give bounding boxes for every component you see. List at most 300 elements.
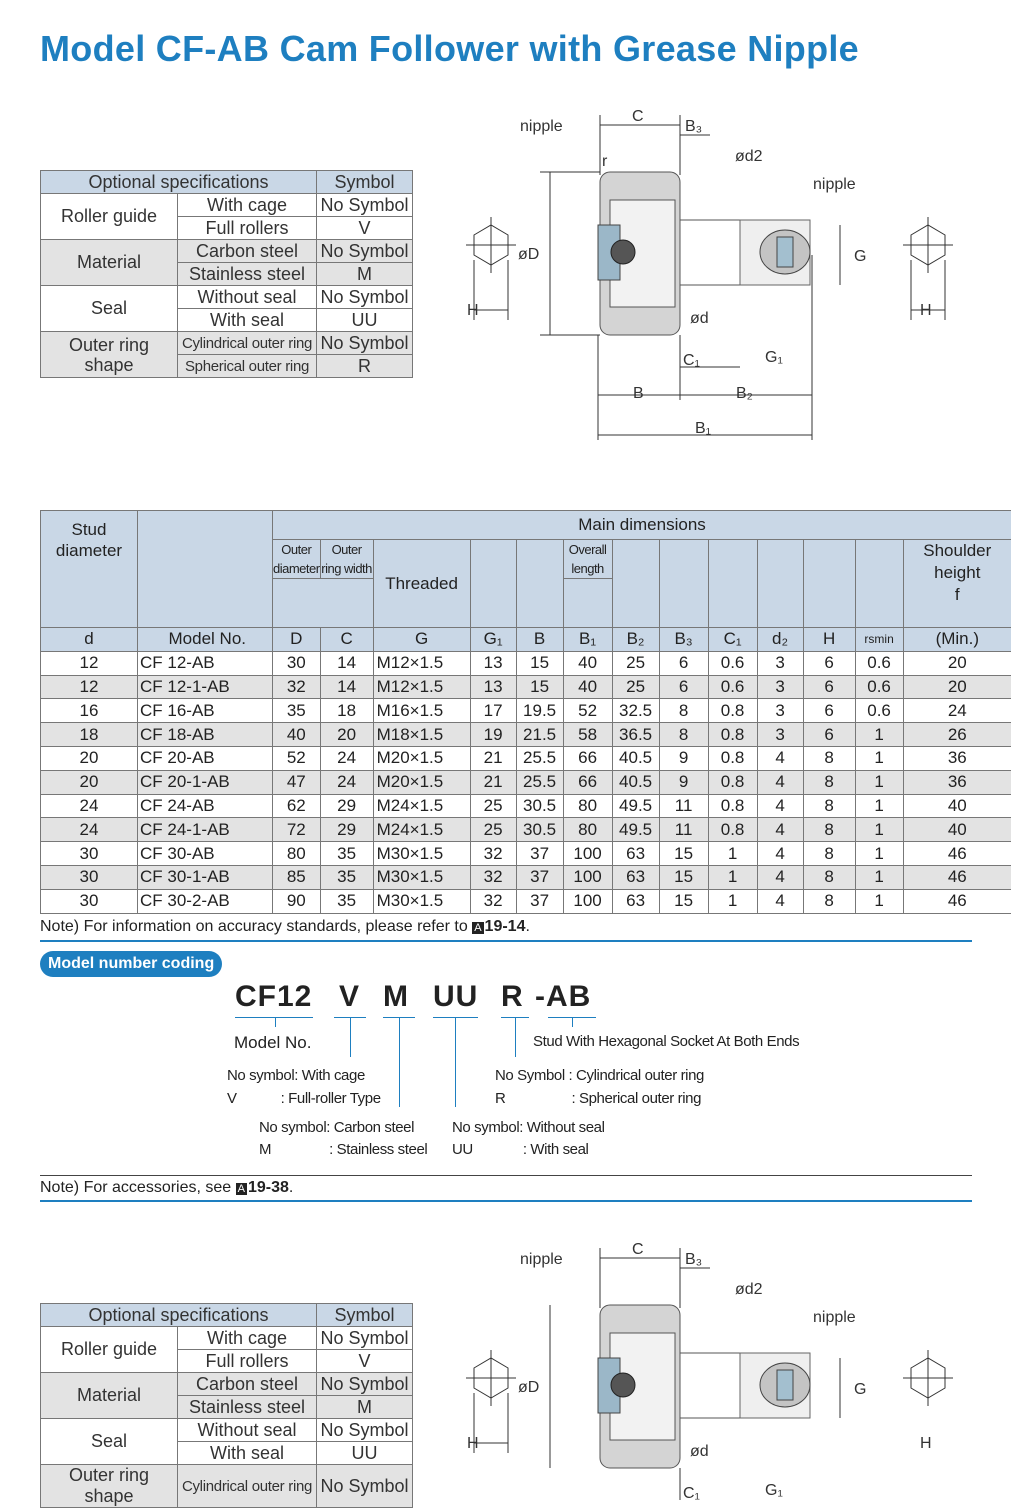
table-row	[41, 746, 1011, 770]
table-row	[41, 842, 1011, 866]
col-header: d₂	[757, 628, 803, 652]
opt-symbol: V	[317, 1350, 413, 1373]
code-leader	[455, 1017, 456, 1107]
table-cell: 24	[41, 794, 138, 818]
table-cell: 0.8	[708, 723, 757, 747]
label-nipple: nipple	[520, 118, 563, 135]
table-cell: 0.8	[708, 770, 757, 794]
col-blank	[612, 540, 659, 628]
opt-cond: With seal	[178, 309, 317, 332]
table-cell: 1	[855, 889, 903, 913]
table-row	[41, 818, 1011, 842]
opt-symbol: No Symbol	[317, 1419, 413, 1442]
coding-uu-2: UU : With seal	[452, 1141, 589, 1158]
col-blank	[659, 540, 708, 628]
opt-symbol: No Symbol	[317, 286, 413, 309]
table-cell: 36	[903, 770, 1011, 794]
opt-symbol: UU	[317, 309, 413, 332]
table-cell: 24	[320, 770, 373, 794]
table-cell: 15	[516, 651, 563, 675]
model-coding-badge: Model number coding	[40, 951, 222, 977]
coding-m-1: No symbol: Carbon steel	[259, 1119, 414, 1136]
coding-v-1: No symbol: With cage	[227, 1067, 365, 1084]
table-cell: M12×1.5	[373, 675, 470, 699]
table-cell: 40.5	[612, 770, 659, 794]
table-cell: 9	[659, 746, 708, 770]
label-C1: C₁	[683, 352, 700, 369]
label-B3: B₃	[685, 118, 702, 135]
code-leader	[275, 1017, 276, 1027]
table-cell: 0.6	[855, 699, 903, 723]
table-cell: M24×1.5	[373, 794, 470, 818]
opt-cond: With cage	[178, 194, 317, 217]
table-cell: 0.8	[708, 794, 757, 818]
table-cell: 24	[320, 746, 373, 770]
table-cell: 4	[757, 746, 803, 770]
table-cell: 0.8	[708, 699, 757, 723]
table-cell: CF 30-2-AB	[138, 889, 273, 913]
table-cell: 3	[757, 699, 803, 723]
table-cell: 6	[803, 675, 855, 699]
ref-icon: A	[236, 1183, 247, 1195]
table-cell: 1	[708, 842, 757, 866]
table-cell: 36.5	[612, 723, 659, 747]
table-cell: 1	[855, 865, 903, 889]
table-cell: 100	[563, 842, 612, 866]
label-H-right: H	[920, 302, 932, 319]
table-cell: 29	[320, 794, 373, 818]
col-header: rsmin	[855, 628, 903, 652]
table-cell: 12	[41, 651, 138, 675]
code-part: R	[501, 980, 524, 1014]
coding-r-2: R : Spherical outer ring	[495, 1090, 701, 1107]
col-spacer	[563, 579, 612, 628]
opt-cond: Stainless steel	[178, 263, 317, 286]
table-cell: M30×1.5	[373, 865, 470, 889]
table-cell: M18×1.5	[373, 723, 470, 747]
opt-symbol: No Symbol	[317, 1465, 413, 1508]
table-cell: 32	[273, 675, 321, 699]
col-header: D	[273, 628, 321, 652]
table-cell: 32.5	[612, 699, 659, 723]
divider	[40, 940, 972, 942]
col-blank	[757, 540, 803, 628]
table-cell: 4	[757, 889, 803, 913]
table-cell: 8	[803, 746, 855, 770]
table-cell: 6	[659, 651, 708, 675]
table-cell: 40	[563, 651, 612, 675]
table-cell: 17	[470, 699, 516, 723]
table-cell: 80	[273, 842, 321, 866]
label-B3: B₃	[685, 1251, 702, 1268]
table-cell: 1	[855, 723, 903, 747]
opt-cond: Without seal	[178, 286, 317, 309]
col-outer-diameter: Outer diameter	[273, 540, 321, 579]
table-cell: 40	[273, 723, 321, 747]
table-cell: 3	[757, 675, 803, 699]
table-cell: 25	[612, 651, 659, 675]
divider	[40, 1175, 972, 1176]
table-cell: 100	[563, 865, 612, 889]
table-cell: 15	[516, 675, 563, 699]
code-part: -AB	[535, 980, 591, 1014]
label-B: B	[633, 385, 644, 402]
opt-symbol: No Symbol	[317, 240, 413, 263]
table-cell: 6	[803, 699, 855, 723]
divider	[40, 1200, 972, 1202]
col-header: C₁	[708, 628, 757, 652]
table-cell: 63	[612, 889, 659, 913]
table-cell: 66	[563, 746, 612, 770]
table-cell: 63	[612, 865, 659, 889]
table-cell: 0.6	[708, 651, 757, 675]
label-r: r	[602, 153, 608, 170]
table-cell: 37	[516, 865, 563, 889]
table-cell: 47	[273, 770, 321, 794]
table-cell: 35	[320, 889, 373, 913]
table-cell: 72	[273, 818, 321, 842]
table-cell: 0.6	[855, 675, 903, 699]
table-cell: 14	[320, 675, 373, 699]
col-main-dimensions: Main dimensions	[273, 511, 1011, 540]
label-G1: G₁	[765, 349, 783, 366]
coding-m-2: M : Stainless steel	[259, 1141, 427, 1158]
table-cell: 18	[41, 723, 138, 747]
dimensions-table	[40, 510, 1011, 914]
table-cell: 11	[659, 794, 708, 818]
page-title: Model CF-AB Cam Follower with Grease Nipple	[40, 28, 859, 70]
table-cell: 62	[273, 794, 321, 818]
table-cell: 40	[903, 794, 1011, 818]
col-blank	[803, 540, 855, 628]
opt-header-spec: Optional specifications	[41, 1304, 317, 1327]
table-cell: 30	[41, 889, 138, 913]
opt-cond: Full rollers	[178, 1350, 317, 1373]
table-cell: 3	[757, 723, 803, 747]
opt-cond: Stainless steel	[178, 1396, 317, 1419]
table-cell: 6	[803, 651, 855, 675]
table-cell: 1	[855, 794, 903, 818]
table-cell: 29	[320, 818, 373, 842]
label-nipple-right: nipple	[813, 1309, 856, 1326]
table-cell: 20	[903, 675, 1011, 699]
code-part: V	[339, 980, 360, 1014]
table-cell: 21.5	[516, 723, 563, 747]
opt-header-spec: Optional specifications	[41, 171, 317, 194]
label-B1: B₁	[695, 420, 711, 437]
table-cell: 1	[855, 770, 903, 794]
table-cell: 8	[659, 723, 708, 747]
table-cell: 6	[659, 675, 708, 699]
label-H-left: H	[467, 1435, 479, 1452]
col-overall-length: Overall length	[563, 540, 612, 579]
table-cell: 13	[470, 675, 516, 699]
table-cell: 12	[41, 675, 138, 699]
col-header: B₂	[612, 628, 659, 652]
table-cell: 32	[470, 842, 516, 866]
table-cell: 0.6	[708, 675, 757, 699]
table-cell: 1	[855, 842, 903, 866]
label-d2: ød2	[735, 1281, 763, 1298]
label-C: C	[632, 1241, 644, 1258]
coding-v-2: V : Full-roller Type	[227, 1090, 381, 1107]
table-cell: 4	[757, 865, 803, 889]
label-nipple: nipple	[520, 1251, 563, 1268]
opt-symbol: M	[317, 263, 413, 286]
table-cell: CF 24-AB	[138, 794, 273, 818]
code-underline	[235, 1017, 313, 1018]
opt-group: Material	[41, 240, 178, 286]
table-cell: 30.5	[516, 818, 563, 842]
table-cell: 15	[659, 842, 708, 866]
table-row	[41, 723, 1011, 747]
table-cell: 90	[273, 889, 321, 913]
table-cell: 24	[903, 699, 1011, 723]
opt-cond: Carbon steel	[178, 1373, 317, 1396]
label-H-left: H	[467, 302, 479, 319]
label-d2: ød2	[735, 148, 763, 165]
table-cell: 11	[659, 818, 708, 842]
label-nipple-right: nipple	[813, 176, 856, 193]
table-cell: 46	[903, 865, 1011, 889]
table-cell: 21	[470, 770, 516, 794]
table-cell: 8	[803, 865, 855, 889]
label-G1: G₁	[765, 1482, 783, 1499]
table-cell: 4	[757, 794, 803, 818]
col-shoulder-height: Shoulder height f	[903, 540, 1011, 628]
table-cell: 26	[903, 723, 1011, 747]
table-cell: 19	[470, 723, 516, 747]
table-cell: 0.6	[855, 651, 903, 675]
table-cell: 80	[563, 818, 612, 842]
table-cell: 46	[903, 842, 1011, 866]
cam-follower-diagram	[440, 105, 980, 445]
opt-symbol: UU	[317, 1442, 413, 1465]
opt-cond: Spherical outer ring	[178, 355, 317, 378]
col-header: H	[803, 628, 855, 652]
table-cell: 30.5	[516, 794, 563, 818]
table-cell: 18	[320, 699, 373, 723]
optional-specs-table	[40, 170, 413, 378]
table-cell: 3	[757, 651, 803, 675]
table-cell: 35	[320, 865, 373, 889]
table-cell: 14	[320, 651, 373, 675]
table-row	[41, 865, 1011, 889]
coding-r-1: No Symbol : Cylindrical outer ring	[495, 1067, 704, 1084]
table-cell: 85	[273, 865, 321, 889]
label-C: C	[632, 108, 644, 125]
table-row	[41, 794, 1011, 818]
table-cell: 0.8	[708, 746, 757, 770]
col-header: (Min.)	[903, 628, 1011, 652]
note-accuracy: Note) For information on accuracy standards, please refer to A 19-14.	[40, 918, 530, 936]
opt-symbol: No Symbol	[317, 1373, 413, 1396]
label-D: øD	[518, 1379, 539, 1396]
table-cell: 6	[803, 723, 855, 747]
table-cell: M20×1.5	[373, 746, 470, 770]
table-cell: CF 12-AB	[138, 651, 273, 675]
table-row	[41, 675, 1011, 699]
ref-icon: A	[472, 922, 483, 934]
table-cell: 21	[470, 746, 516, 770]
col-blank	[516, 540, 563, 628]
col-header: B₁	[563, 628, 612, 652]
table-cell: 19.5	[516, 699, 563, 723]
table-cell: CF 12-1-AB	[138, 675, 273, 699]
opt-symbol: R	[317, 355, 413, 378]
opt-group: Roller guide	[41, 1327, 178, 1373]
col-threaded: Threaded	[373, 540, 470, 628]
col-header: d	[41, 628, 138, 652]
table-cell: 40	[903, 818, 1011, 842]
code-leader	[572, 1017, 573, 1027]
opt-group: Roller guide	[41, 194, 178, 240]
table-cell: 66	[563, 770, 612, 794]
table-cell: 37	[516, 842, 563, 866]
table-cell: 32	[470, 865, 516, 889]
table-cell: 52	[563, 699, 612, 723]
table-cell: CF 16-AB	[138, 699, 273, 723]
table-row	[41, 889, 1011, 913]
table-cell: 15	[659, 889, 708, 913]
table-cell: 25	[612, 675, 659, 699]
col-header: Model No.	[138, 628, 273, 652]
table-cell: M30×1.5	[373, 889, 470, 913]
table-cell: 36	[903, 746, 1011, 770]
cam-follower-diagram-repeat	[440, 1238, 980, 1500]
table-row	[41, 770, 1011, 794]
col-blank	[855, 540, 903, 628]
opt-cond: With seal	[178, 1442, 317, 1465]
table-cell: 30	[273, 651, 321, 675]
label-H-right: H	[920, 1435, 932, 1452]
opt-symbol: No Symbol	[317, 332, 413, 355]
opt-group: Outer ring shape	[41, 332, 178, 378]
table-cell: 25.5	[516, 746, 563, 770]
code-leader	[515, 1017, 516, 1057]
table-cell: 40.5	[612, 746, 659, 770]
opt-cond: Without seal	[178, 1419, 317, 1442]
coding-model-no: Model No.	[234, 1033, 311, 1053]
label-d: ød	[690, 310, 709, 327]
table-cell: 24	[41, 818, 138, 842]
label-B2: B₂	[736, 385, 753, 402]
col-outer-ring-width: Outer ring width	[320, 540, 373, 579]
table-cell: 4	[757, 818, 803, 842]
label-G: G	[854, 248, 866, 265]
col-header: G₁	[470, 628, 516, 652]
table-cell: 8	[659, 699, 708, 723]
table-cell: 8	[803, 794, 855, 818]
col-header: B	[516, 628, 563, 652]
table-cell: CF 24-1-AB	[138, 818, 273, 842]
code-part: UU	[433, 980, 478, 1014]
table-cell: 13	[470, 651, 516, 675]
coding-stud: Stud With Hexagonal Socket At Both Ends	[533, 1033, 799, 1050]
table-cell: 8	[803, 889, 855, 913]
table-cell: 8	[803, 842, 855, 866]
table-cell: 9	[659, 770, 708, 794]
table-cell: 1	[708, 865, 757, 889]
table-cell: 100	[563, 889, 612, 913]
table-cell: 25.5	[516, 770, 563, 794]
table-cell: 49.5	[612, 818, 659, 842]
opt-cond: Cylindrical outer ring	[178, 1465, 317, 1508]
table-cell: 4	[757, 770, 803, 794]
coding-uu-1: No symbol: Without seal	[452, 1119, 605, 1136]
table-cell: 20	[41, 770, 138, 794]
label-G: G	[854, 1381, 866, 1398]
optional-specs-table-repeat	[40, 1303, 413, 1508]
opt-group: Material	[41, 1373, 178, 1419]
table-cell: M16×1.5	[373, 699, 470, 723]
table-cell: 25	[470, 794, 516, 818]
table-cell: M20×1.5	[373, 770, 470, 794]
table-cell: 80	[563, 794, 612, 818]
table-cell: 49.5	[612, 794, 659, 818]
table-cell: 15	[659, 865, 708, 889]
opt-group: Seal	[41, 286, 178, 332]
col-header: C	[320, 628, 373, 652]
table-cell: M24×1.5	[373, 818, 470, 842]
table-row	[41, 651, 1011, 675]
table-cell: 46	[903, 889, 1011, 913]
note-accessories: Note) For accessories, see A 19-38.	[40, 1179, 293, 1197]
table-cell: 16	[41, 699, 138, 723]
opt-header-symbol: Symbol	[317, 171, 413, 194]
table-cell: 30	[41, 842, 138, 866]
opt-group: Outer ring shape	[41, 1465, 178, 1508]
table-cell: 30	[41, 865, 138, 889]
code-part: M	[383, 980, 409, 1014]
table-cell: 1	[708, 889, 757, 913]
opt-symbol: M	[317, 1396, 413, 1419]
table-cell: 35	[273, 699, 321, 723]
opt-cond: Carbon steel	[178, 240, 317, 263]
code-leader	[350, 1017, 351, 1057]
opt-cond: Cylindrical outer ring	[178, 332, 317, 355]
table-cell: 40	[563, 675, 612, 699]
table-row	[41, 699, 1011, 723]
table-cell: 8	[803, 770, 855, 794]
label-C1: C₁	[683, 1485, 700, 1500]
opt-symbol: No Symbol	[317, 1327, 413, 1350]
label-d: ød	[690, 1443, 709, 1460]
table-cell: 8	[803, 818, 855, 842]
table-cell: 25	[470, 818, 516, 842]
table-cell: 52	[273, 746, 321, 770]
table-cell: 20	[41, 746, 138, 770]
opt-symbol: V	[317, 217, 413, 240]
table-cell: CF 30-AB	[138, 842, 273, 866]
col-header: B₃	[659, 628, 708, 652]
col-blank	[138, 511, 273, 628]
table-cell: 58	[563, 723, 612, 747]
table-cell: CF 30-1-AB	[138, 865, 273, 889]
col-stud-diameter: Stud diameter	[41, 511, 138, 628]
table-cell: 4	[757, 842, 803, 866]
table-cell: 1	[855, 818, 903, 842]
col-blank	[470, 540, 516, 628]
table-cell: 32	[470, 889, 516, 913]
col-spacer	[273, 579, 374, 628]
col-blank	[708, 540, 757, 628]
opt-header-symbol: Symbol	[317, 1304, 413, 1327]
code-part: CF12	[235, 980, 312, 1014]
table-cell: 35	[320, 842, 373, 866]
label-D: øD	[518, 246, 539, 263]
table-cell: M12×1.5	[373, 651, 470, 675]
